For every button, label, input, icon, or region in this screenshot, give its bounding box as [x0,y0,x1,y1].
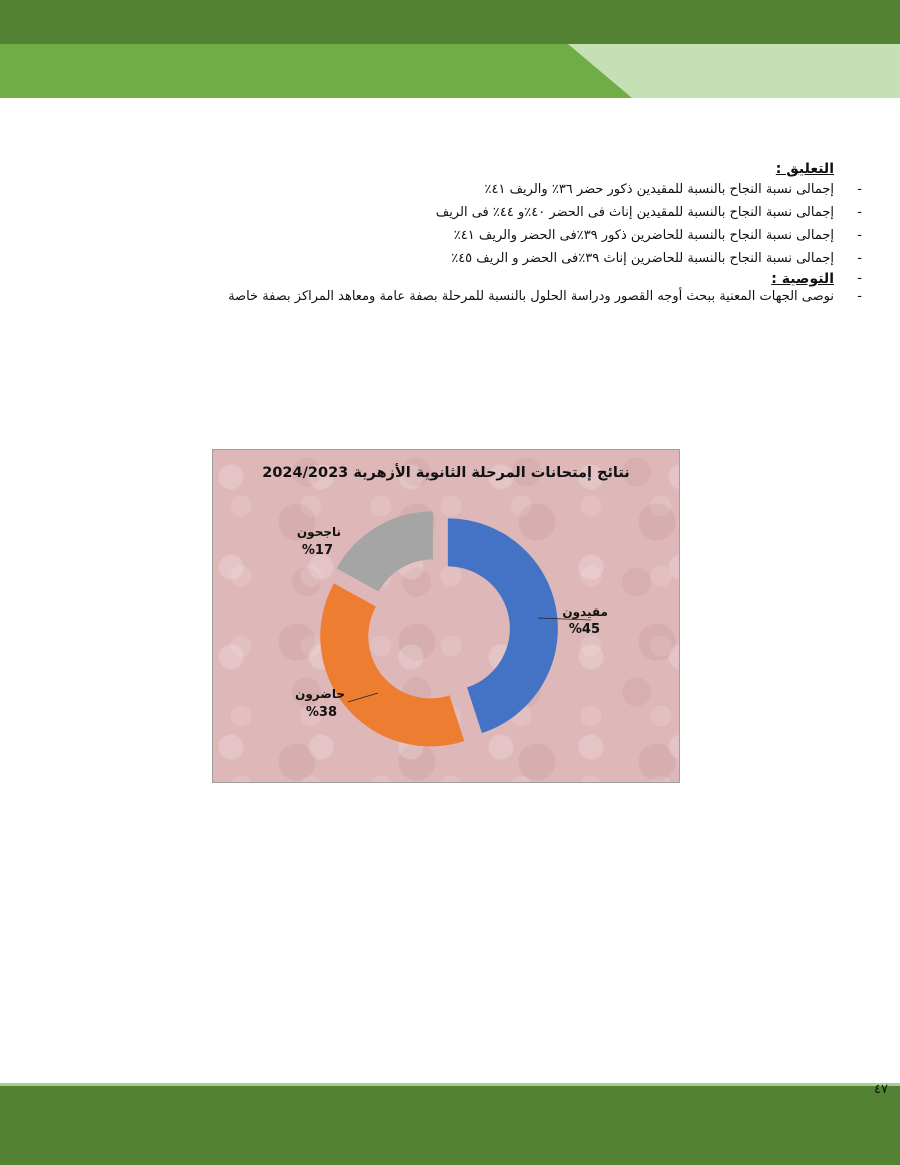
doughnut-segment-3 [337,511,433,591]
header-band-dark [0,0,900,44]
data-label-value: %38 [305,705,337,720]
data-label-category: ناجحون [296,525,341,539]
chart-title: نتائج إمتحانات المرحلة الثانوية الأزهرية 2024/2023 [262,465,630,481]
bullet-dash: - [857,182,862,197]
doughnut-segment-2 [320,583,464,746]
doughnut-chart [212,449,680,783]
bullet-dash: - [857,289,862,304]
doughnut-segment-1 [448,518,558,733]
list-item [134,178,862,201]
chart-canvas [213,450,679,782]
list-item [134,201,862,224]
bullet-dash: - [857,205,862,220]
list-item [134,270,862,288]
comment-item-2: إجمالى نسبة النجاح بالنسبة للمقيدين إناث فى الحضر ٤٠٪و ٤٤٪ فى الريف [435,205,834,220]
bullet-dash: - [857,271,862,286]
footer-accent-line [0,1083,900,1086]
recommendation-item-1: نوصى الجهات المعنية ببحث أوجه القصور ودراسة الحلول بالنسبة للمرحلة بصفة عامة ومعاهد المراكز بصفة خاصة [228,289,834,304]
commentary-section [134,160,862,306]
comment-item-4: إجمالى نسبة النجاح بالنسبة للحاضرين إناث ٣٩٪فى الحضر و الريف ٤٥٪ [451,251,834,266]
list-item [134,288,862,306]
header-band-mid [0,44,632,98]
bullet-dash: - [857,228,862,243]
list-item [134,247,862,270]
footer-band [0,1083,900,1165]
list-item [134,224,862,247]
page-number: ٤٧ [874,1082,888,1097]
data-label-category: حاضرون [295,687,345,701]
data-label-value: %45 [568,622,600,637]
comment-heading: التعليق : [775,161,834,177]
comment-item-1: إجمالى نسبة النجاح بالنسبة للمقيدين ذكور حضر ٣٦٪ والريف ٤١٪ [484,182,834,197]
comment-item-3: إجمالى نسبة النجاح بالنسبة للحاضرين ذكور ٣٩٪فى الحضر والريف ٤١٪ [453,228,834,243]
bullet-dash: - [857,251,862,266]
data-label-category: مقيدون [562,605,608,619]
data-label-value: %17 [301,543,333,558]
recommendation-heading: التوصية : [771,271,834,287]
